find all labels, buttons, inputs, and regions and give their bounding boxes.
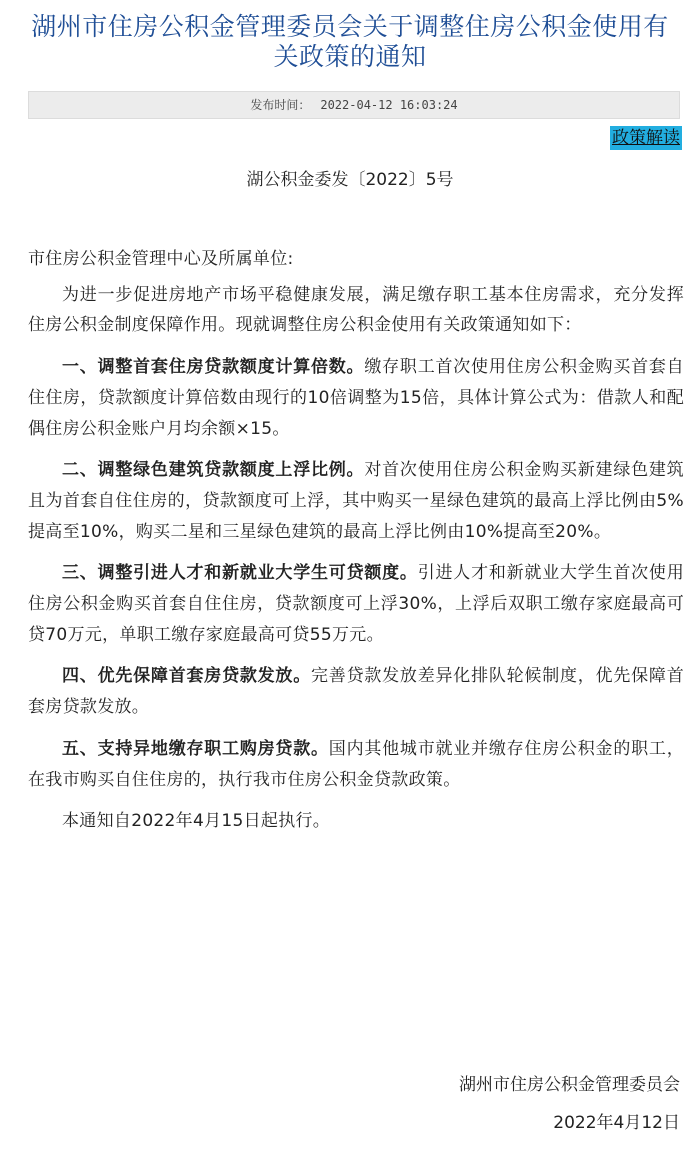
policy-item-heading: 三、调整引进人才和新就业大学生可贷额度。 <box>62 563 418 584</box>
policy-item-heading: 二、调整绿色建筑贷款额度上浮比例。 <box>62 460 365 481</box>
issuer-signature: 湖州市住房公积金管理委员会 <box>459 1075 680 1095</box>
notice-body <box>28 244 684 848</box>
publish-time-bar <box>28 91 680 119</box>
policy-item-3 <box>28 558 684 650</box>
policy-item-heading: 五、支持异地缴存职工购房贷款。 <box>62 738 329 759</box>
document-number: 湖公积金委发〔2022〕5号 <box>246 170 454 190</box>
policy-item-heading: 一、调整首套住房贷款额度计算倍数。 <box>62 357 365 378</box>
effective-date-paragraph: 本通知自2022年4月15日起执行。 <box>62 811 331 832</box>
policy-item-1 <box>28 352 684 444</box>
page-title: 湖州市住房公积金管理委员会关于调整住房公积金使用有关政策的通知 <box>31 12 669 71</box>
policy-item-5 <box>28 734 684 795</box>
policy-item-heading: 四、优先保障首套房贷款发放。 <box>62 666 311 687</box>
policy-item-text: 缴存职工首次使用住房公积金购买首套自住住房，贷款额度计算倍数由现行的10倍调整为15倍，具体计算公式为：借款人和配偶住房公积金账户月均余额×15。 <box>28 357 684 439</box>
policy-item-4 <box>28 661 684 722</box>
policy-interpretation-link[interactable]: 政策解读 <box>612 128 680 148</box>
policy-item-text: 对首次使用住房公积金购买新建绿色建筑且为首套自住住房的，贷款额度可上浮，其中购买一星绿色建筑的最高上浮比例由5%提高至10%，购买二星和三星绿色建筑的最高上浮比例由10%提高至20%。 <box>28 460 684 542</box>
policy-item-text: 国内其他城市就业并缴存住房公积金的职工，在我市购买自住住房的，执行我市住房公积金贷款政策。 <box>28 738 685 790</box>
addressee: 市住房公积金管理中心及所属单位: <box>28 249 294 269</box>
policy-item-text: 引进人才和新就业大学生首次使用住房公积金购买首套自住住房，贷款额度可上浮30%，上浮后双职工缴存家庭最高可贷70万元，单职工缴存家庭最高可贷55万元。 <box>28 563 685 645</box>
intro-paragraph: 为进一步促进房地产市场平稳健康发展，满足缴存职工基本住房需求，充分发挥住房公积金制度保障作用。现就调整住房公积金使用有关政策通知如下： <box>28 284 684 336</box>
issue-date: 2022年4月12日 <box>553 1113 680 1133</box>
publish-time-label: 发布时间： <box>250 98 311 112</box>
policy-item-text: 完善贷款发放差异化排队轮候制度，优先保障首套房贷款发放。 <box>28 666 684 718</box>
publish-time-value: 2022-04-12 16:03:24 <box>320 98 458 112</box>
policy-item-2 <box>28 455 684 547</box>
